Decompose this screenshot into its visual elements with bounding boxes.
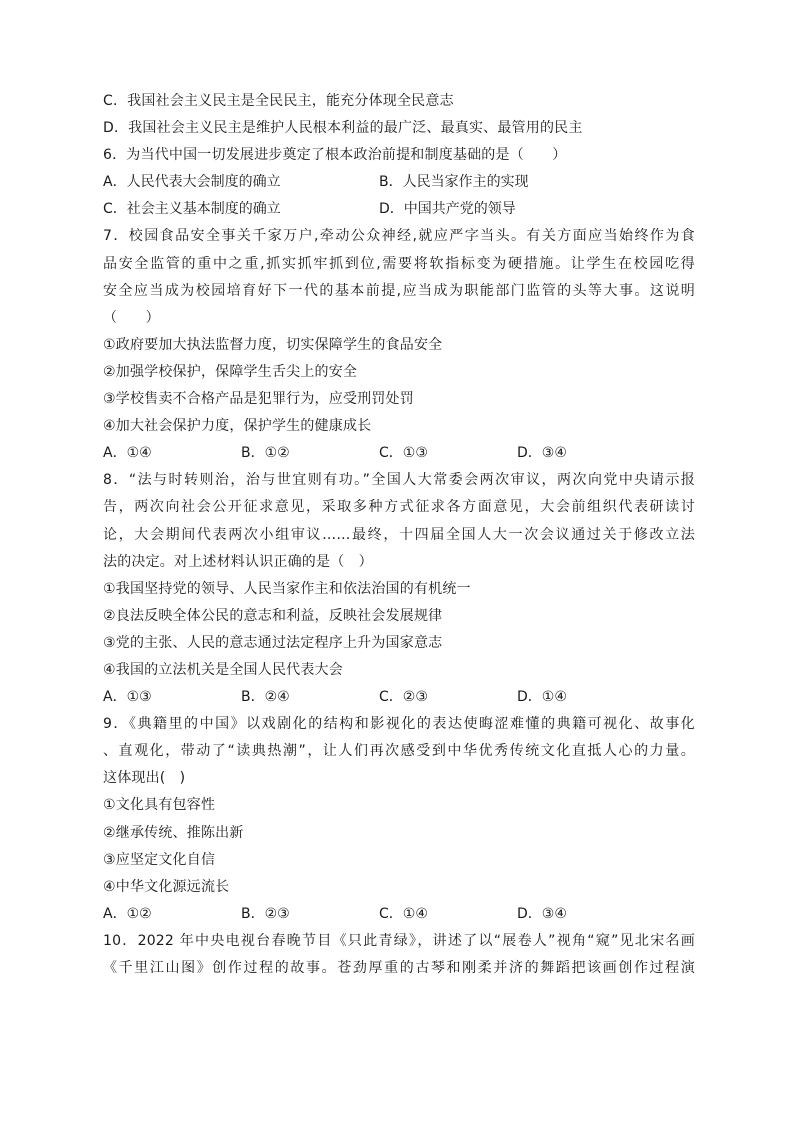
q6-options-row-2 — [103, 196, 695, 223]
q7-item: ③学校售卖不合格产品是犯罪行为，应受刑罚处罚 — [103, 391, 414, 408]
q6-option-d: D．中国共产党的领导 — [379, 201, 516, 218]
q6-stem: 6．为当代中国一切发展进步奠定了根本政治前提和制度基础的是（ ） — [103, 147, 567, 164]
q9-stem-line: 这体现出( ) — [103, 770, 186, 787]
q9-stem-line: 9．《典籍里的中国》以戏剧化的结构和影视化的表达使晦涩难懂的典籍可视化、故事化 — [103, 716, 695, 733]
q9-choices — [103, 901, 695, 928]
q8-choice-b: B．②④ — [241, 689, 290, 706]
q10-stem-line: 10．2022 年中央电视台春晚节目《只此青绿》，讲述了以“展卷人”视角“窥”见北宋名画 — [103, 932, 695, 949]
q8-stem-line: 告，两次向社会公开征求意见，采取多种方式征求各方面意见，大会前组织代表研读讨 — [103, 499, 695, 516]
q7-choices — [103, 440, 695, 467]
q6-options-row-1 — [103, 169, 695, 196]
q8-item: ②良法反映全体公民的意志和利益，反映社会发展规律 — [103, 607, 443, 624]
q8-item: ①我国坚持党的领导、人民当家作主和依法治国的有机统一 — [103, 580, 471, 597]
q8-stem-line: 8．“法与时转则治，治与世宜则有功。”全国人大常委会两次审议，两次向党中央请示报 — [103, 472, 695, 489]
q5-option-d: D．我国社会主义民主是维护人民根本利益的最广泛、最真实、最管用的民主 — [103, 120, 583, 137]
q7-stem-line: （ ） — [103, 309, 160, 326]
q7-stem-line: 品安全监管的重中之重,抓实抓牢抓到位,需要将软指标变为硬措施。让学生在校园吃得 — [103, 255, 695, 272]
q9-stem-line: 、直观化，带动了“读典热潮”，让人们再次感受到中华优秀传统文化直抵人心的力量。 — [103, 743, 695, 760]
q7-choice-d: D．③④ — [517, 445, 567, 462]
q8-choice-c: C．②③ — [379, 689, 428, 706]
q7-choice-b: B．①② — [241, 445, 290, 462]
q7-item: ①政府要加大执法监督力度，切实保障学生的食品安全 — [103, 336, 443, 353]
q8-stem-line: 法的决定。对上述材料认识正确的是（ ） — [103, 553, 373, 570]
q8-choices — [103, 684, 695, 711]
q6-option-c: C．社会主义基本制度的确立 — [103, 201, 281, 218]
q9-choice-a: A．①② — [103, 905, 152, 922]
q8-choice-a: A．①③ — [103, 689, 152, 706]
q8-stem-line: 论，大会期间代表两次小组审议……最终，十四届全国人大一次会议通过关于修改立法 — [103, 526, 695, 543]
q8-item: ④我国的立法机关是全国人民代表大会 — [103, 661, 343, 678]
q9-item: ③应坚定文化自信 — [103, 851, 216, 868]
q6-option-b: B．人民当家作主的实现 — [379, 174, 529, 191]
q7-choice-a: A．①④ — [103, 445, 152, 462]
q9-choice-d: D．③④ — [517, 905, 567, 922]
q9-item: ②继承传统、推陈出新 — [103, 824, 244, 841]
q7-stem-line: 7．校园食品安全事关千家万户,牵动公众神经,就应严字当头。有关方面应当始终作为食 — [103, 228, 695, 245]
q9-item: ①文化具有包容性 — [103, 797, 216, 814]
q9-item: ④中华文化源远流长 — [103, 878, 230, 895]
q9-choice-c: C．①④ — [379, 905, 428, 922]
q7-item: ④加大社会保护力度，保护学生的健康成长 — [103, 418, 372, 435]
q10-stem-line: 《千里江山图》创作过程的故事。苍劲厚重的古琴和刚柔并济的舞蹈把该画创作过程演 — [103, 960, 695, 976]
q9-choice-b: B．②③ — [241, 905, 290, 922]
exam-page — [103, 88, 695, 982]
q7-item: ②加强学校保护，保障学生舌尖上的安全 — [103, 363, 358, 380]
q8-item: ③党的主张、人民的意志通过法定程序上升为国家意志 — [103, 634, 443, 651]
q8-choice-d: D．①④ — [517, 689, 567, 706]
q5-option-c: C．我国社会主义民主是全民民主，能充分体现全民意志 — [103, 93, 454, 109]
q7-choice-c: C．①③ — [379, 445, 428, 462]
q7-stem-line: 安全应当成为校园培育好下一代的基本前提,应当成为职能部门监管的头等大事。这说明 — [103, 282, 695, 299]
q6-option-a: A．人民代表大会制度的确立 — [103, 174, 281, 191]
